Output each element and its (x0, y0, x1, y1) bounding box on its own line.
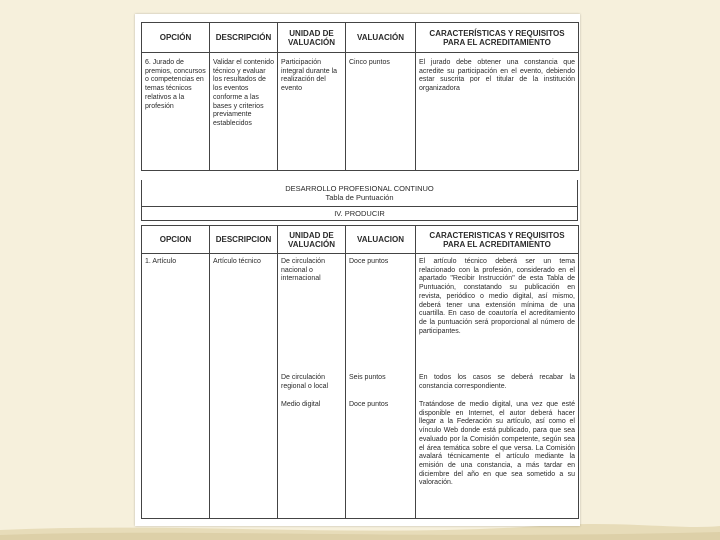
cell-valuacion (346, 254, 416, 519)
header-unidad: UNIDAD DE VALUACIÓN (278, 226, 346, 254)
section-title-cell (142, 180, 578, 206)
cell-valuacion: Cinco puntos (346, 53, 416, 171)
header-row (142, 23, 579, 53)
cell-unidad: Participación integral durante la realización del evento (278, 53, 346, 171)
table-row (142, 53, 579, 171)
unidad-digital: Medio digital (281, 401, 321, 408)
document-page (135, 14, 580, 526)
cell-caracteristicas: El jurado debe obtener una constancia que acredite su participación en el evento, debiendo estar suscrita por el titular de la institución organizadora (416, 53, 579, 171)
puntuacion-table-1 (141, 22, 579, 171)
table-row (142, 254, 579, 519)
section-subtitle: Tabla de Puntuación (325, 192, 394, 202)
header-descripcion: DESCRIPCIÓN (210, 23, 278, 53)
unidad-nacional: De circulación nacional o internacional (281, 258, 325, 283)
header-unidad: UNIDAD DE VALUACIÓN (278, 23, 346, 53)
cell-descripcion: Validar el contenido técnico y evaluar los resultados de los eventos conforme a las bases y criterios previamente establecidos (210, 53, 278, 171)
section-title: DESARROLLO PROFESIONAL CONTINUO (285, 183, 434, 193)
header-caracteristicas: CARACTERISTICAS Y REQUISITOS PARA EL ACREDITAMIENTO (416, 226, 579, 254)
puntuacion-table-2 (141, 225, 579, 519)
header-descripcion: DESCRIPCION (210, 226, 278, 254)
unidad-regional: De circulación regional o local (281, 374, 329, 390)
caracteristicas-nacional: El artículo técnico deberá ser un tema relacionado con la profesión, considerado en el apartado "Recibir Instrucción" de esta Tabla de Puntuación, constatando su publicación en revista, periódico o medio digital, así mismo, deberá tener una extensión mínima de una cuartilla. En caso de coautoría el acreditamiento de la puntuación será proporcional al número de participantes. (419, 258, 575, 335)
caracteristicas-digital: Tratándose de medio digital, una vez que esté disponible en Internet, el autor deberá hacer llegar a la Federación su artículo, así como el vínculo Web donde está publicado, para que sea evaluado por la Comisión competente, según sea el área temática sobre el que versa. La Comisión avalará técnicamente el artículo mediante la emisión de una constancia, a más tardar en diciembre del año en que sea sometido a su valoración. (419, 401, 575, 487)
header-opcion: OPCION (142, 226, 210, 254)
header-valuacion: VALUACION (346, 226, 416, 254)
header-caracteristicas: CARACTERÍSTICAS Y REQUISITOS PARA EL ACREDITAMIENTO (416, 23, 579, 53)
header-valuacion: VALUACIÓN (346, 23, 416, 53)
valuacion-nacional: Doce puntos (349, 258, 389, 265)
caracteristicas-regional: En todos los casos se deberá recabar la constancia correspondiente. (419, 374, 575, 390)
cell-descripcion: Artículo técnico (210, 254, 278, 519)
valuacion-regional: Seis puntos (349, 374, 386, 381)
header-row (142, 226, 579, 254)
cell-unidad (278, 254, 346, 519)
cell-opcion: 1. Artículo (142, 254, 210, 519)
cell-opcion: 6. Jurado de premios, concursos o competencias en temas técnicos relativos a la profesión (142, 53, 210, 171)
section-title-table (141, 180, 578, 221)
header-opcion: OPCIÓN (142, 23, 210, 53)
cell-caracteristicas (416, 254, 579, 519)
section-heading: IV. PRODUCIR (142, 206, 578, 220)
valuacion-digital: Doce puntos (349, 401, 389, 408)
